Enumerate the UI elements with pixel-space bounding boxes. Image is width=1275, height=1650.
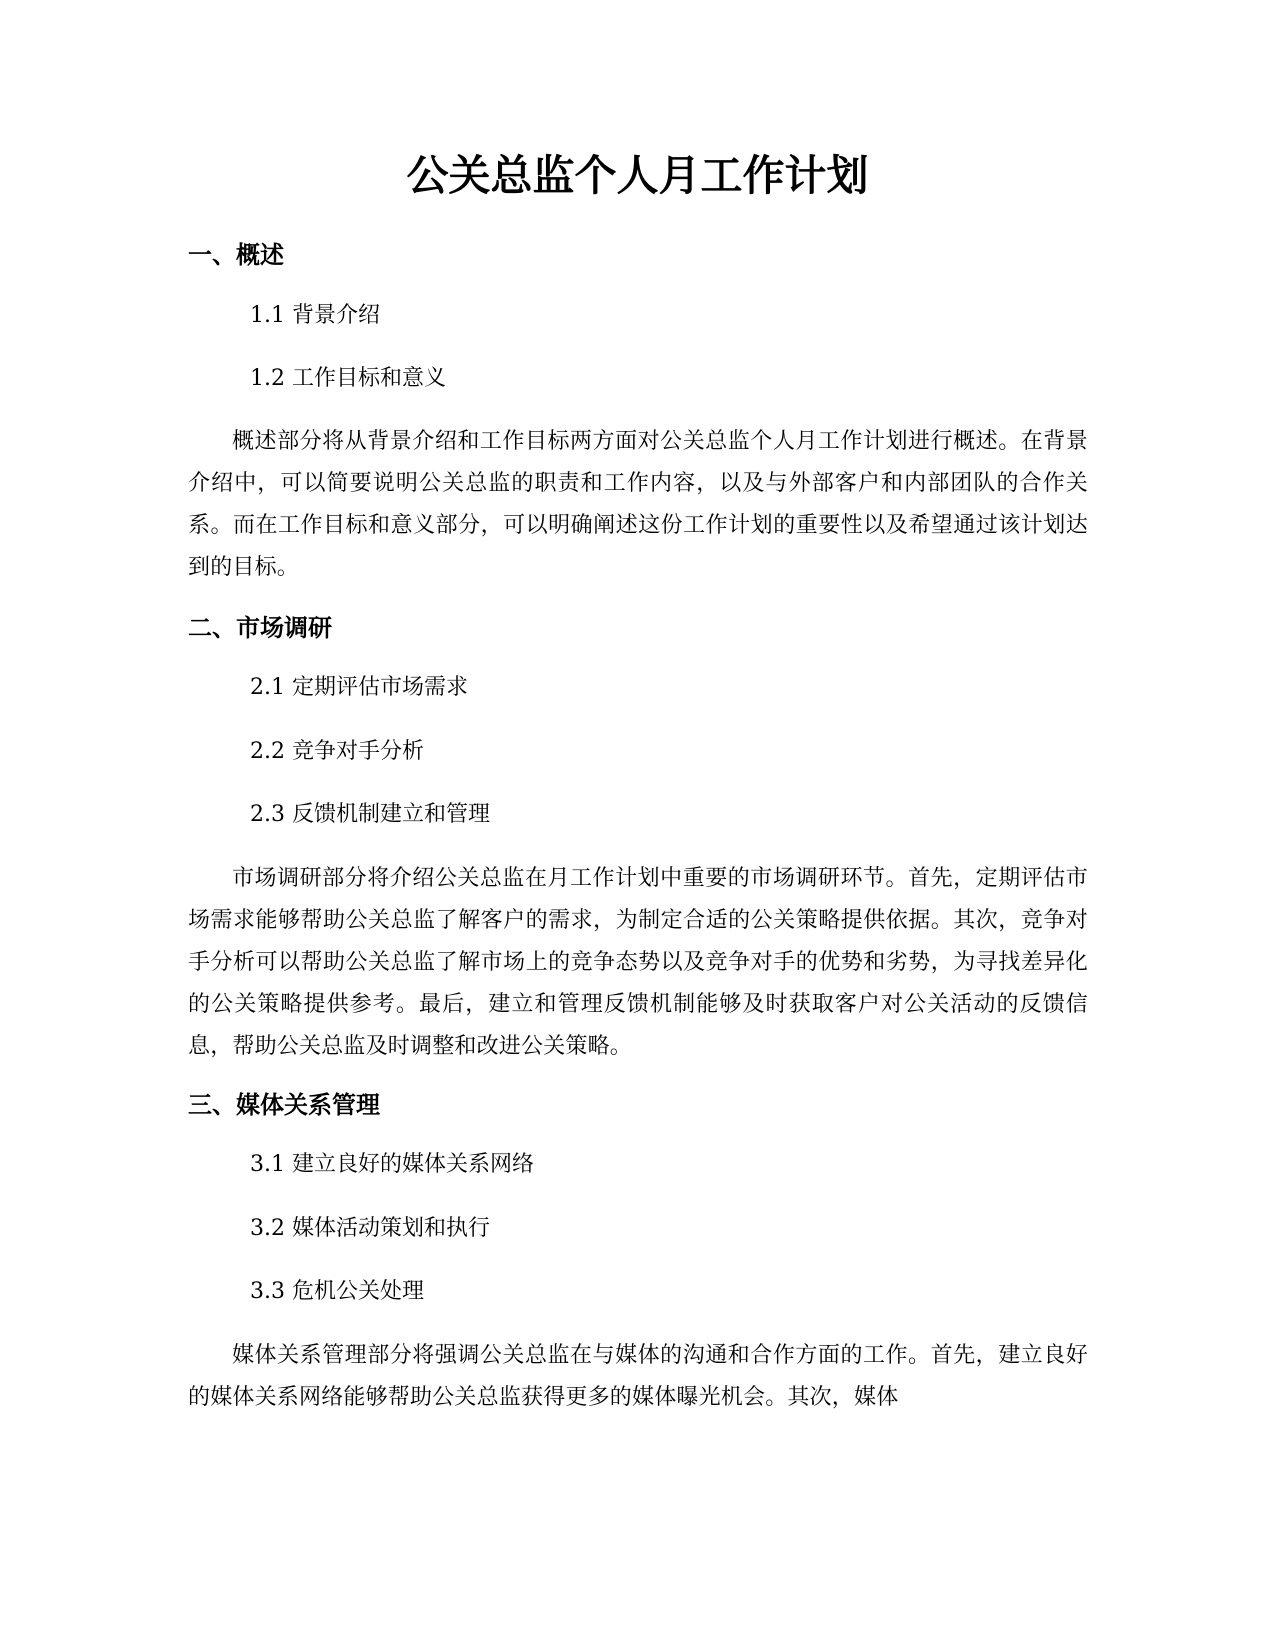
sub-item-3-2: 3.2 媒体活动策划和执行 — [250, 1216, 490, 1241]
sub-item-2-1: 2.1 定期评估市场需求 — [250, 675, 468, 700]
sub-item-1-1: 1.1 背景介绍 — [250, 303, 380, 328]
sub-item-3-3: 3.3 危机公关处理 — [250, 1279, 424, 1304]
paragraph-overview: 概述部分将从背景介绍和工作目标两方面对公关总监个人月工作计划进行概述。在背景介绍中，可以简要说明公关总监的职责和工作内容，以及与外部客户和内部团队的合作关系。而在工作目标和意义部分，可以明确阐述这份工作计划的重要性以及希望通过该计划达到的目标。 — [188, 429, 1088, 580]
section-heading-overview: 一、概述 — [188, 241, 284, 269]
sub-item-2-2: 2.2 竞争对手分析 — [250, 739, 424, 764]
paragraph-market-research: 市场调研部分将介绍公关总监在月工作计划中重要的市场调研环节。首先，定期评估市场需求能够帮助公关总监了解客户的需求，为制定合适的公关策略提供依据。其次，竞争对手分析可以帮助公关总监了解市场上的竞争态势以及竞争对手的优势和劣势，为寻找差异化的公关策略提供参考。最后，建立和管理反馈机制能够及时获取客户对公关活动的反馈信息，帮助公关总监及时调整和改进公关策略。 — [188, 866, 1088, 1059]
sub-item-3-1: 3.1 建立良好的媒体关系网络 — [250, 1152, 534, 1177]
section-heading-market-research: 二、市场调研 — [188, 614, 332, 642]
sub-item-2-3: 2.3 反馈机制建立和管理 — [250, 802, 490, 827]
paragraph-media-relations: 媒体关系管理部分将强调公关总监在与媒体的沟通和合作方面的工作。首先，建立良好的媒体关系网络能够帮助公关总监获得更多的媒体曝光机会。其次，媒体 — [188, 1343, 1088, 1410]
section-heading-media-relations: 三、媒体关系管理 — [188, 1091, 380, 1119]
sub-item-1-2: 1.2 工作目标和意义 — [250, 366, 446, 391]
document-title: 公关总监个人月工作计划 — [406, 151, 869, 200]
